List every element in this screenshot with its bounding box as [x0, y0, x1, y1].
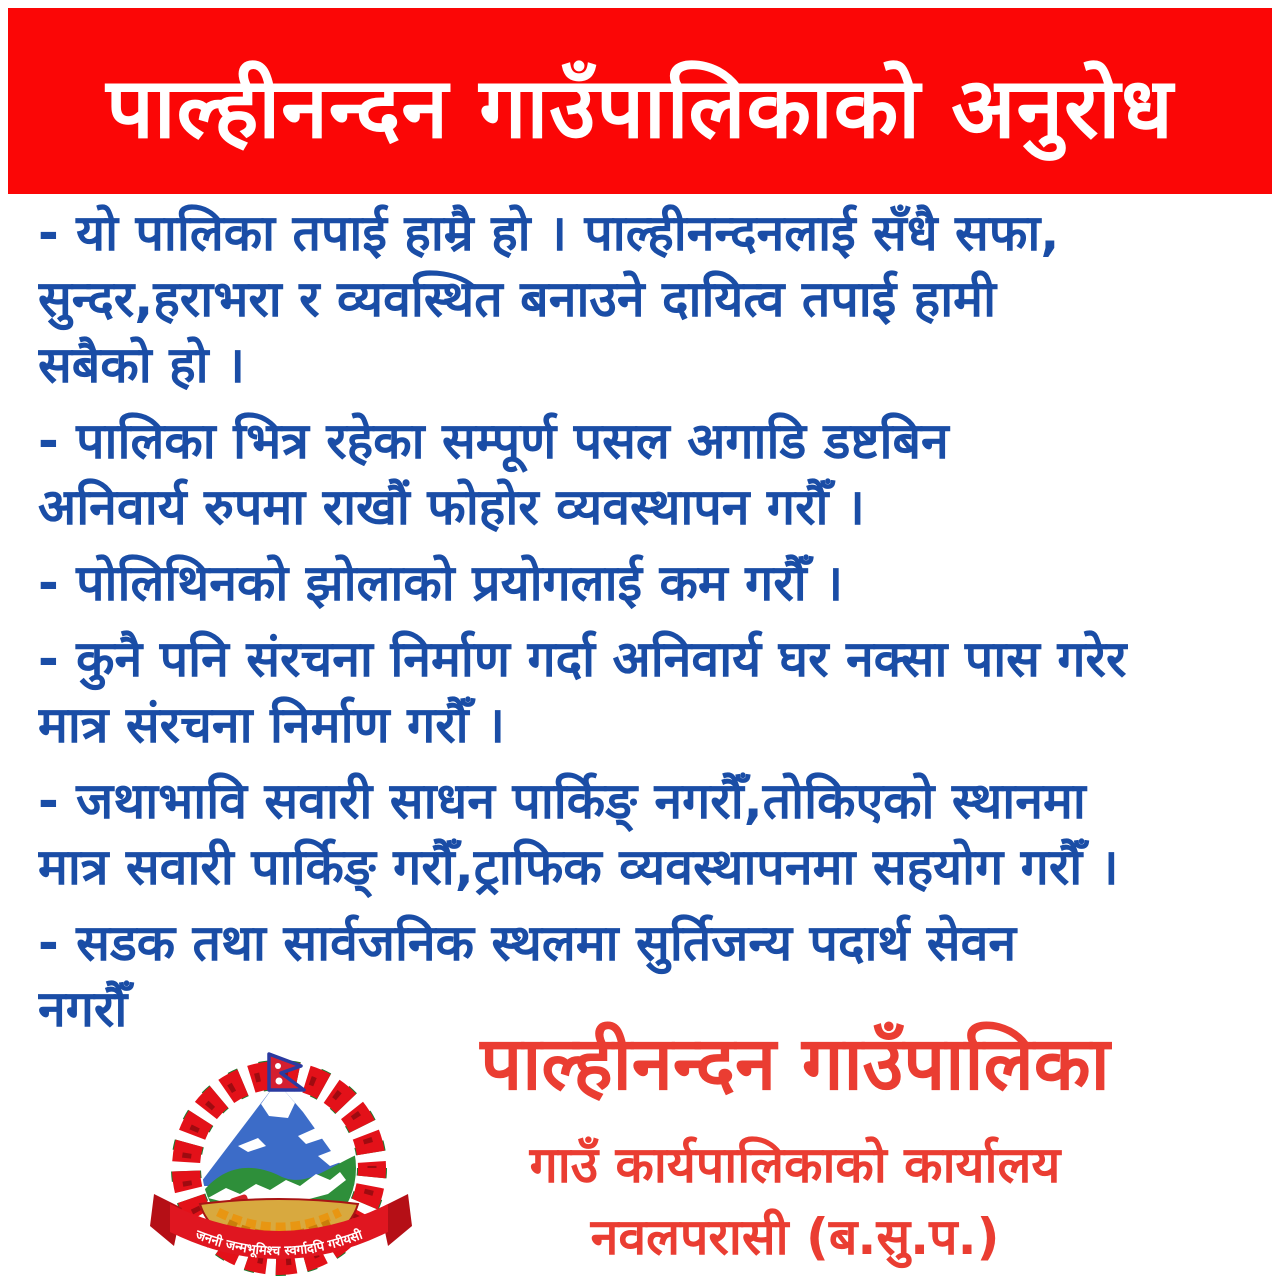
municipality-name: पाल्हीनन्दन गाउँपालिका	[480, 1021, 1110, 1107]
notice-line: - यो पालिका तपाई हाम्रै हो । पाल्हीनन्दनलाई सँधै सफा,	[38, 204, 1060, 262]
notice-line: मात्र संरचना निर्माण गरौँ ।	[38, 696, 505, 754]
poster-title: पाल्हीनन्दन गाउँपालिकाको अनुरोध	[106, 59, 1174, 157]
municipality-logo	[148, 1046, 414, 1278]
notice-line: मात्र सवारी पार्किङ् गरौँ,ट्राफिक व्यवस्थापनमा सहयोग गरौँ ।	[38, 838, 1119, 896]
notice-line: - पोलिथिनको झोलाको प्रयोगलाई कम गरौँ ।	[38, 554, 844, 612]
notice-line: - पालिका भित्र रहेका सम्पूर्ण पसल अगाडि डष्टबिन	[38, 412, 949, 470]
footer-text-block	[410, 1018, 1180, 1268]
location-name: नवलपरासी (ब.सु.प.)	[590, 1208, 1000, 1266]
notice-line: नगरौँ	[38, 980, 128, 1038]
notice-line: सबैको हो ।	[38, 336, 245, 394]
notice-line: अनिवार्य रुपमा राखौं फोहोर व्यवस्थापन गरौँ ।	[38, 478, 865, 536]
header-banner	[8, 8, 1272, 194]
notice-line: सुन्दर,हराभरा र व्यवस्थित बनाउने दायित्व तपाई हामी	[38, 270, 997, 328]
notice-line: - जथाभावि सवारी साधन पार्किङ् नगरौँ,तोकिएको स्थानमा	[38, 772, 1086, 830]
notice-line: - सडक तथा सार्वजनिक स्थलमा सुर्तिजन्य पदार्थ सेवन	[38, 914, 1017, 972]
office-name: गाउँ कार्यपालिकाको कार्यालय	[529, 1136, 1061, 1194]
notice-body	[38, 200, 1254, 1042]
nepal-government-emblem-icon	[148, 1046, 414, 1278]
notice-line: - कुनै पनि संरचना निर्माण गर्दा अनिवार्य घर नक्सा पास गरेर	[38, 630, 1127, 688]
motto-text: जननी जन्मभूमिश्च स्वर्गादपि गरीयसी	[193, 1227, 365, 1260]
